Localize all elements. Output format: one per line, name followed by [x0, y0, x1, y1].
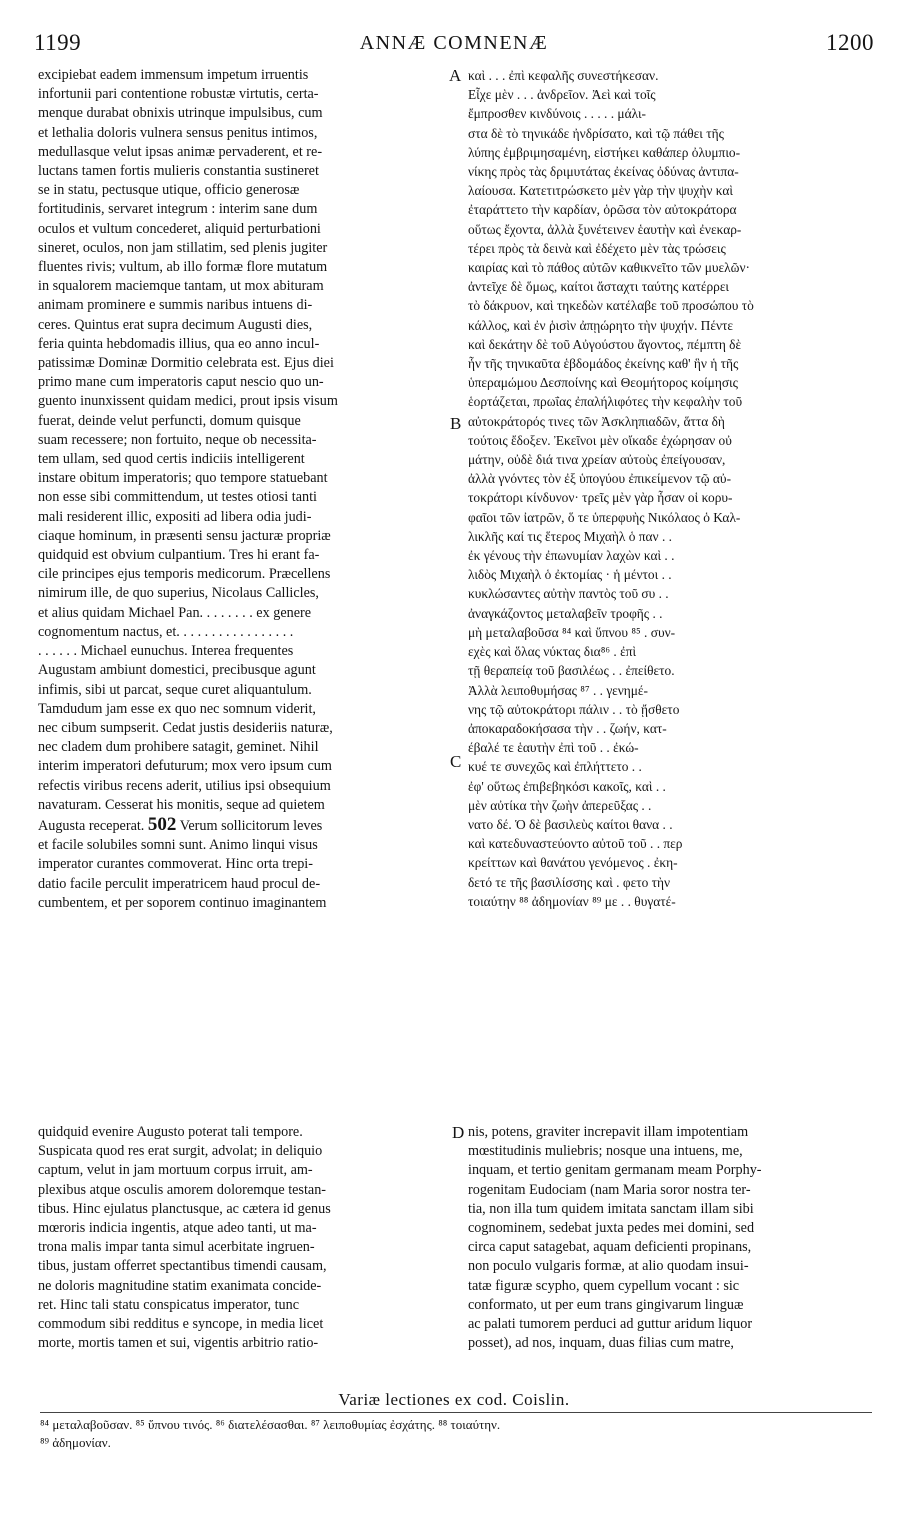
latin-lower-right-line: rogenitam Eudociam (nam Maria soror nostra ter-: [468, 1181, 751, 1198]
latin-lower-right-line: non poculo vulgaris formæ, at alio quodam insui-: [468, 1258, 749, 1275]
latin-upper-line: mali residerent illic, expositi ad libera odia judi-: [38, 508, 312, 525]
latin-lower-left-line: tibus, justam offerret spectantibus timendi causam,: [38, 1258, 327, 1275]
latin-upper-line: et facile solubiles somni sunt. Animo linqui visus: [38, 837, 318, 854]
margin-letter-d: D: [452, 1123, 465, 1142]
footnotes-line-2: ⁸⁹ ἀδημονίαν.: [40, 1435, 111, 1450]
latin-upper-line: interim imperatori defuturum; mox vero ipsum cum: [38, 758, 332, 775]
latin-upper-line: suam recessere; non fortuito, neque ob necessita-: [38, 431, 317, 448]
greek-upper-line: νης τῷ αὐτοκράτορι πάλιν . . τὸ ᾔσθετο: [468, 701, 680, 717]
latin-upper-line: navaturam. Cesserat his monitis, seque ad quietem: [38, 796, 325, 813]
latin-upper-line: feria quinta hebdomadis illius, qua eo anno incul-: [38, 335, 320, 352]
latin-upper-line: instare obitum imperatoris; quo tempore statuebant: [38, 470, 328, 487]
greek-upper-line: μὴ μεταλαβοῦσα ⁸⁴ καὶ ὕπνου ⁸⁵ . συν-: [468, 624, 676, 640]
latin-upper-line: datio facile perculit imperatricem haud procul de-: [38, 875, 321, 892]
latin-upper-line: fuerat, deinde velut perfuncti, domum quisque: [38, 412, 301, 429]
latin-lower-left-line: plexibus atque osculis amorem doloremque testan-: [38, 1181, 327, 1198]
latin-upper-line: cognomentum nactus, et. . . . . . . . . . . . . . . . .: [38, 623, 294, 640]
latin-upper-line: et lethalia doloris vulnera sensus penitus intimos,: [38, 124, 318, 141]
greek-upper-line: ἔμπροσθεν κινδύνοις . . . . . μάλι-: [468, 106, 647, 122]
latin-upper-line: oculos et vultum concederet, aliquid perturbationi: [38, 220, 321, 237]
greek-upper-line: λιδὸς Μιχαὴλ ὁ ἐκτομίας · ἡ μέντοι . .: [468, 567, 672, 583]
latin-lower-left-line: trona malis impar tanta simul acerbitate ingruen-: [38, 1239, 315, 1256]
latin-lower-right-line: circa caput satagebat, aquam deficienti propinans,: [468, 1239, 752, 1256]
latin-upper-line: quidquid est obvium culpantium. Tres hi erant fa-: [38, 547, 320, 564]
greek-upper-line: Εἶχε μὲν . . . ἀνδρεῖον. Ἀεὶ καὶ τοῖς: [468, 87, 656, 103]
latin-upper-line: animam prominere e summis naribus intuens di-: [38, 297, 313, 314]
latin-upper-line: . . . . . . Michael eunuchus. Interea frequentes: [38, 643, 294, 660]
greek-upper-line: ἀντεῖχε δὲ ὅμως, καίτοι ἄσταχτι ταύτης κατέρρει: [468, 279, 730, 295]
greek-upper-line: μὲν αὐτίκα τὴν ζωὴν ἀπερεῦξας . .: [468, 797, 652, 813]
latin-upper-line: nec cladem dum prohibere satagit, geminet. Nihil: [38, 739, 319, 756]
latin-lower-right-line: posset), ad nos, inquam, duas filias cum matre,: [468, 1335, 734, 1352]
greek-upper-line: φαῖοι τῶν ἰατρῶν, ὅ τε ὑπερφυὴς Νικόλαος ὁ Καλ-: [468, 509, 741, 525]
greek-upper-line: αὐτοκράτορός τινες τῶν Ἀσκληπιαδῶν, ἅττα δὴ: [468, 413, 725, 429]
greek-upper-line: καιρίας καὶ τὸ πάθος αὐτῶν καθικνεῖτο τῶν μυελῶν·: [468, 260, 750, 276]
latin-upper-line: non esse sibi committendum, ut testes otiosi tanti: [38, 489, 317, 506]
greek-upper-line: τοκράτορι κίνδυνον· τρεῖς μὲν γὰρ ἦσαν οἱ κορυ-: [468, 490, 733, 506]
greek-upper-line: καὶ δεκάτην δὲ τοῦ Αὐγούστου ἄγοντος, πέμπτη δὲ: [468, 336, 742, 352]
latin-lower-left-line: mœroris indicia ingentis, atque adeo tanti, ut ma-: [38, 1220, 317, 1237]
latin-lower-left-line: captum, velut in jam mortuum corpus irruit, am-: [38, 1162, 313, 1179]
page-number-left: 1199: [34, 30, 82, 55]
latin-upper-line: Augusta receperat. 502 Verum sollicitorum leves: [38, 814, 323, 835]
latin-upper-line: excipiebat eadem immensum impetum irruentis: [38, 67, 309, 83]
latin-lower-left-line: morte, mortis tamen et sui, vigentis arbitrio ratio-: [38, 1335, 319, 1352]
latin-lower-right-line: nis, potens, graviter increpavit illam impotentiam: [468, 1124, 749, 1140]
latin-lower-right-line: tatæ figuræ scypho, quem cypellum vocant : sic: [468, 1277, 740, 1294]
greek-upper-line: Ἀλλὰ λειποθυμήσας ⁸⁷ . . γενημέ-: [468, 682, 649, 698]
latin-upper-line: nec cibum sumpserit. Cedat justis desideriis naturæ,: [38, 719, 333, 736]
latin-upper-line: medullasque velut ipsas animæ pervaderent, et re-: [38, 143, 323, 160]
latin-lower-left-line: quidquid evenire Augusto poterat tali tempore.: [38, 1124, 303, 1140]
latin-upper-line: tem ullam, sed quod certis indiciis intelligerent: [38, 451, 305, 468]
greek-upper-line: κρείττων καὶ θανάτου γενόμενος . ἐκη-: [468, 855, 678, 871]
greek-upper-line: ἐταράττετο τὴν καρδίαν, ὁρῶσα τὸν αὐτοκράτορα: [468, 202, 737, 218]
greek-upper-line: κάλλος, καὶ ἐν ῥισὶν ἀπῃώρητο τὴν ψυχήν. Πέντε: [468, 317, 734, 333]
latin-upper-line: se in statu, pectusque utique, officio generosæ: [38, 182, 300, 199]
greek-upper-line: τοιαύτην ⁸⁸ ἀδημονίαν ⁸⁹ με . . θυγατέ-: [468, 893, 676, 909]
latin-upper-line: fluentes rivis; vultum, ab illo formæ flore mutatum: [38, 259, 328, 276]
greek-upper-line: τούτοις ἔδοξεν. Ἐκεῖνοι μὲν οἴκαδε ἐχώρησαν οὐ: [468, 432, 732, 448]
latin-upper-line: refectis viribus recens aderit, utilius ipsi obsequium: [38, 777, 331, 794]
greek-upper-line: τῇ θεραπείᾳ τοῦ βασιλέως . . ἐπείθετο.: [468, 663, 675, 679]
greek-upper-line: ἀποκαραδοκήσασα τὴν . . ζωήν, κατ-: [468, 720, 667, 736]
latin-upper-line: cile principes ejus temporis medicorum. Præcellens: [38, 566, 331, 583]
latin-lower-right-line: tia, non illa tum quidem imitata sanctam illam sibi: [468, 1200, 754, 1217]
greek-upper-line: νατο δέ. Ὁ δὲ βασιλεὺς καίτοι θανα . .: [468, 816, 673, 832]
latin-lower-left-line: Suspicata quod res erat surgit, advolat; in deliquio: [38, 1143, 323, 1160]
margin-letter-c: C: [450, 752, 462, 771]
latin-upper-line: imperator curantes commoverat. Hinc orta trepi-: [38, 856, 313, 873]
greek-upper-line: τὸ δάκρυον, καὶ τηκεδὼν κατέλαβε τοῦ προσώπου τὸ: [468, 298, 754, 314]
greek-upper-line: κυέ τε συνεχῶς καὶ ἐπλήττετο . .: [468, 759, 642, 775]
latin-upper-line: luctans tamen fortis mulieris constantia sustineret: [38, 163, 319, 180]
latin-lower-left-line: ne doloris magnitudine statim exanimata concide-: [38, 1277, 322, 1294]
greek-upper-line: στα δὲ τὸ τηνικάδε ἠνδρίσατο, καὶ τῷ πάθει τῆς: [468, 125, 724, 141]
greek-upper-line: ἀναγκάζοντος μεταλαβεῖν τροφῆς . .: [468, 605, 663, 621]
greek-upper-line: καὶ κατεδυναστεύοντο αὐτοῦ τοῦ . . περ: [468, 836, 683, 852]
latin-upper-line: nimirum ille, de quo superius, Nicolaus Callicles,: [38, 585, 319, 602]
greek-upper-line: εχὲς καὶ ὅλας νύκτας δια⁸⁶ . ἐπὶ: [468, 644, 637, 660]
greek-upper-line: οὕτως ἔχοντα, ἀλλὰ ξυνέτεινεν ἑαυτὴν καὶ ἐνεκαρ-: [468, 221, 742, 237]
latin-upper-line: sineret, oculos, non jam stillatim, sed plenis jugiter: [38, 239, 328, 256]
latin-lower-right-line: ac palati tumorem perduci ad guttur aridum liquor: [468, 1316, 753, 1333]
latin-upper-line: ceres. Quintus erat supra decimum Augusti dies,: [38, 316, 313, 333]
latin-lower-right-line: cognominem, sedebat juxta pedes mei domini, sed: [468, 1220, 755, 1237]
latin-lower-right-line: mœstitudinis muliebris; nosque una intuens, me,: [468, 1143, 743, 1160]
greek-upper-line: λύπης ἐμβριμησαμένη, εἱστήκει καθάπερ ὀλυμπιο-: [468, 144, 741, 160]
variae-lectiones-heading: Variæ lectiones ex cod. Coislin.: [338, 1390, 570, 1409]
greek-upper-line: κυκλώσαντες αὐτὴν παντὸς τοῦ συ . .: [468, 586, 669, 602]
greek-upper-line: λαίουσα. Κατετιτρώσκετο μὲν γὰρ τὴν ψυχὴν καὶ: [468, 183, 733, 199]
footnote-divider: [40, 1412, 872, 1413]
column-number-502: 502: [147, 814, 177, 835]
greek-upper-line: λικλῆς καί τις ἕτερος Μιχαὴλ ὁ παν . .: [468, 528, 672, 544]
greek-upper-line: ἦν τῆς τηνικαῦτα ἑβδομάδος ἐκείνης καθ' ἣν ἡ τῆς: [468, 356, 739, 372]
page-number-right: 1200: [826, 30, 874, 55]
latin-lower-left-line: ret. Hinc tali statu conspicatus imperator, tunc: [38, 1296, 300, 1313]
latin-lower-left-line: commodum sibi redditus e syncope, in media licet: [38, 1316, 324, 1333]
greek-column-upper: [468, 66, 872, 914]
greek-upper-line: νίκης πρὸς τὰς δριμυτάτας ἐκείνας ὀδύνας ἀντιπα-: [468, 164, 739, 180]
latin-upper-line: Tamdudum jam esse ex quo nec somnum viderit,: [38, 700, 316, 717]
latin-lower-right-line: conformato, ut per eum trans gingivarum linguæ: [468, 1296, 744, 1313]
latin-upper-line-tail: Verum sollicitorum leves: [176, 817, 323, 834]
greek-upper-line: ἑορτάζεται, πρωΐας ἐπαλήλιφότες τὴν κεφαλὴν τοῦ: [468, 394, 743, 410]
greek-upper-line: καὶ . . . ἐπὶ κεφαλῆς συνεστήκεσαν.: [468, 68, 659, 83]
latin-column-lower-right: [468, 1123, 872, 1358]
latin-upper-line: fortitudinis, servaret integrum : interim sane dum: [38, 201, 318, 218]
latin-lower-left-line: tibus. Hinc ejulatus planctusque, ac cætera id genus: [38, 1200, 331, 1217]
greek-upper-line: ἐφ' οὕτως ἐπιβεβηκόσι κακοῖς, καὶ . .: [468, 778, 666, 794]
margin-letter-b: B: [450, 414, 462, 433]
running-title: ANNÆ COMNENÆ: [359, 32, 549, 54]
margin-letter-a: A: [449, 66, 462, 85]
greek-upper-line: ὑπεραμώμου Δεσποίνης καὶ Θεομήτορος κοίμησις: [468, 375, 738, 391]
latin-upper-line: infortunii pari contentione robustæ virtutis, certa-: [38, 86, 319, 103]
latin-upper-line: menque durabat obnixis utrinque impulsibus, cum: [38, 105, 323, 122]
latin-column-lower: [38, 1123, 450, 1358]
greek-upper-line: δετό τε τῆς βασιλίσσης καὶ . φετο τὴν: [468, 874, 671, 890]
greek-upper-line: μάτην, οὐδὲ διά τινα χρείαν αὐτοὺς ἐπείγουσαν,: [468, 452, 726, 468]
latin-upper-line: primo mane cum imperatoris caput nescio quo un-: [38, 374, 324, 391]
page-header: [34, 30, 874, 60]
latin-upper-line: in squalorem maciemque tantam, ut mox abituram: [38, 278, 324, 295]
greek-upper-line: έβαλέ τε ἑαυτὴν ἐπὶ τοῦ . . ἐκώ-: [468, 740, 639, 756]
latin-upper-line: infimis, sibi ut parcat, seque curet aliquantulum.: [38, 681, 312, 698]
greek-upper-line: ἀλλὰ γνόντες τὸν ἐξ ὑπογύου ἐπικείμενον τῷ αὐ-: [468, 471, 732, 487]
latin-upper-line: et alius quidam Michael Pan. . . . . . . . ex genere: [38, 604, 312, 621]
latin-upper-line: Augustam ambiunt domestici, precibusque agunt: [38, 662, 316, 679]
latin-upper-line: guento inunxissent quidam medici, prout ipsis visum: [38, 393, 338, 410]
greek-upper-line: ἐκ γένους τὴν ἐπωνυμίαν λαχὼν καὶ . .: [468, 548, 675, 564]
latin-column-upper: [38, 66, 450, 914]
latin-lower-right-line: inquam, et tertio genitam germanam meam Porphy-: [468, 1162, 762, 1179]
greek-upper-line: τέρει πρὸς τὰ δεινὰ καὶ ἐδέχετο μὲν τὰς τρώσεις: [468, 240, 726, 256]
footnotes-line-1: ⁸⁴ μεταλαβοῦσαν. ⁸⁵ ὕπνου τινός. ⁸⁶ διατελέσασθαι. ⁸⁷ λειποθυμίας ἐσχάτης. ⁸⁸ τοιαύτην.: [40, 1417, 501, 1432]
latin-upper-line: cumbentem, et per soporem continuo imaginantem: [38, 894, 327, 911]
latin-upper-line: patissimæ Dominæ Dormitio celebrata est. Ejus diei: [38, 355, 334, 372]
latin-upper-line: ciaque hominum, in præsenti sensu jacturæ propriæ: [38, 527, 331, 544]
